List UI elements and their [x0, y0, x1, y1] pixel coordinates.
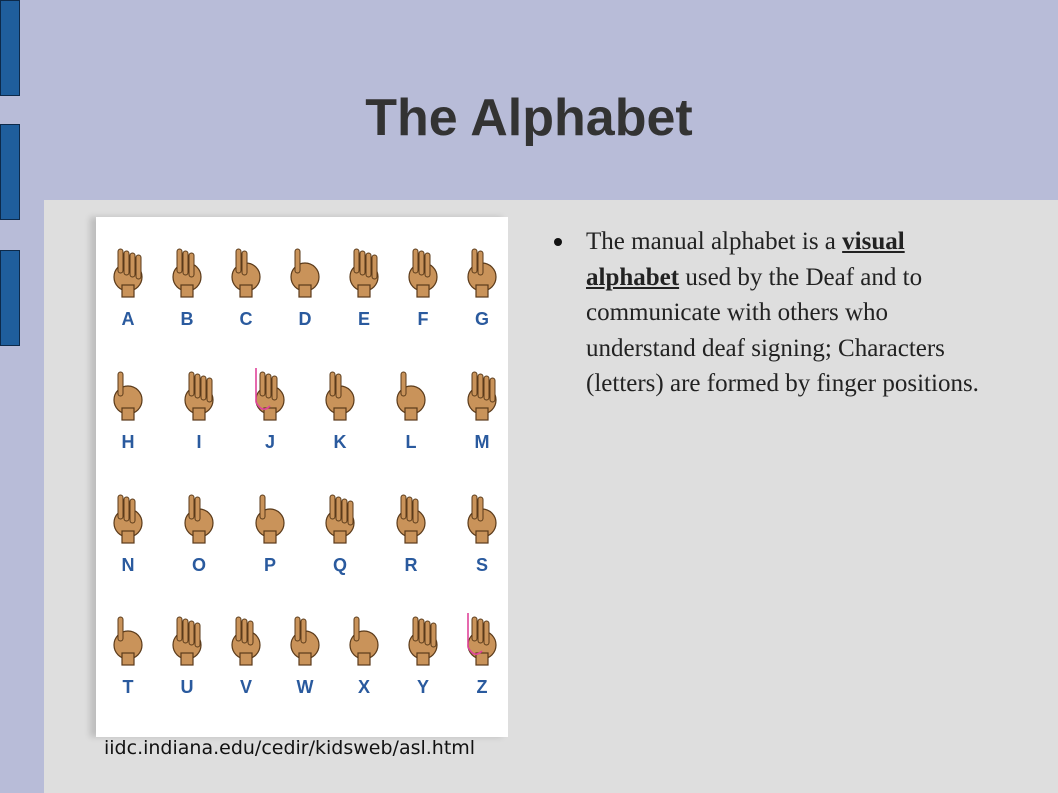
hand-sign-icon: [177, 362, 221, 422]
alphabet-row: [96, 485, 508, 585]
letter-label: C: [239, 309, 253, 329]
hand-sign-icon: [224, 239, 268, 299]
letter-label: J: [264, 432, 275, 452]
letter-sign-s: [454, 485, 510, 585]
hand-sign-icon: [106, 485, 150, 545]
letter-sign-i: [171, 362, 227, 462]
source-caption: iidc.indiana.edu/cedir/kidsweb/asl.html: [104, 737, 476, 759]
letter-label: K: [333, 432, 347, 452]
hand-sign-icon: [106, 239, 150, 299]
letter-sign-g: [454, 239, 510, 339]
letter-sign-f: [395, 239, 451, 339]
letter-sign-o: [171, 485, 227, 585]
hand-sign-icon: [106, 362, 150, 422]
hand-sign-icon: [460, 607, 504, 667]
letter-sign-h: [100, 362, 156, 462]
bullet-text: The manual alphabet is a: [586, 228, 843, 255]
letter-label: H: [121, 432, 135, 452]
letter-label: L: [405, 432, 417, 452]
letter-sign-n: [100, 485, 156, 585]
alphabet-row: [96, 239, 508, 339]
letter-sign-j: [242, 362, 298, 462]
letter-sign-u: [159, 607, 215, 707]
letter-label: T: [122, 677, 134, 697]
accent-bar: [0, 250, 20, 346]
hand-sign-icon: [224, 607, 268, 667]
letter-label: Q: [332, 555, 347, 575]
bullet-text: used by the Deaf and to communicate with others who understand deaf signing; Characters (letters) are formed by finger positions.: [586, 263, 979, 397]
letter-label: I: [196, 432, 202, 452]
letter-sign-q: [312, 485, 368, 585]
hand-sign-icon: [165, 607, 209, 667]
letter-label: P: [263, 555, 276, 575]
letter-sign-y: [395, 607, 451, 707]
letter-sign-d: [277, 239, 333, 339]
letter-sign-l: [383, 362, 439, 462]
letter-label: E: [357, 309, 370, 329]
hand-sign-icon: [401, 239, 445, 299]
letter-label: O: [191, 555, 206, 575]
letter-sign-x: [336, 607, 392, 707]
letter-label: U: [180, 677, 194, 697]
letter-sign-c: [218, 239, 274, 339]
hand-sign-icon: [177, 485, 221, 545]
letter-label: A: [121, 309, 135, 329]
letter-label: Z: [476, 677, 488, 697]
letter-sign-r: [383, 485, 439, 585]
letter-sign-m: [454, 362, 510, 462]
letter-sign-e: [336, 239, 392, 339]
visual-alphabet-link[interactable]: visual alphabet: [586, 228, 905, 291]
letter-sign-k: [312, 362, 368, 462]
hand-sign-icon: [342, 239, 386, 299]
bullet-item: [548, 224, 988, 402]
letter-label: B: [180, 309, 194, 329]
letter-label: N: [121, 555, 135, 575]
letter-sign-w: [277, 607, 333, 707]
letter-label: V: [239, 677, 252, 697]
hand-sign-icon: [248, 485, 292, 545]
accent-bar: [0, 0, 20, 96]
letter-label: F: [417, 309, 429, 329]
letter-sign-z: [454, 607, 510, 707]
letter-label: X: [357, 677, 370, 697]
letter-label: R: [404, 555, 418, 575]
hand-sign-icon: [106, 607, 150, 667]
hand-sign-icon: [248, 362, 292, 422]
hand-sign-icon: [389, 362, 433, 422]
hand-sign-icon: [342, 607, 386, 667]
hand-sign-icon: [460, 239, 504, 299]
hand-sign-icon: [318, 485, 362, 545]
bullet-list: [548, 224, 988, 402]
hand-sign-icon: [283, 607, 327, 667]
slide-title: The Alphabet: [365, 89, 693, 147]
hand-sign-icon: [283, 239, 327, 299]
bullet-icon: [554, 238, 562, 246]
letter-label: G: [474, 309, 489, 329]
hand-sign-icon: [460, 485, 504, 545]
hand-sign-icon: [165, 239, 209, 299]
letter-sign-t: [100, 607, 156, 707]
hand-sign-icon: [318, 362, 362, 422]
alphabet-row: [96, 607, 508, 707]
alphabet-row: [96, 362, 508, 462]
letter-label: M: [474, 432, 490, 452]
hand-sign-icon: [460, 362, 504, 422]
hand-sign-icon: [401, 607, 445, 667]
letter-sign-p: [242, 485, 298, 585]
letter-sign-v: [218, 607, 274, 707]
letter-label: W: [296, 677, 314, 697]
asl-alphabet-image: [96, 217, 508, 737]
letter-sign-b: [159, 239, 215, 339]
hand-sign-icon: [389, 485, 433, 545]
letter-sign-a: [100, 239, 156, 339]
letter-label: S: [475, 555, 488, 575]
letter-label: D: [298, 309, 312, 329]
letter-label: Y: [416, 677, 429, 697]
